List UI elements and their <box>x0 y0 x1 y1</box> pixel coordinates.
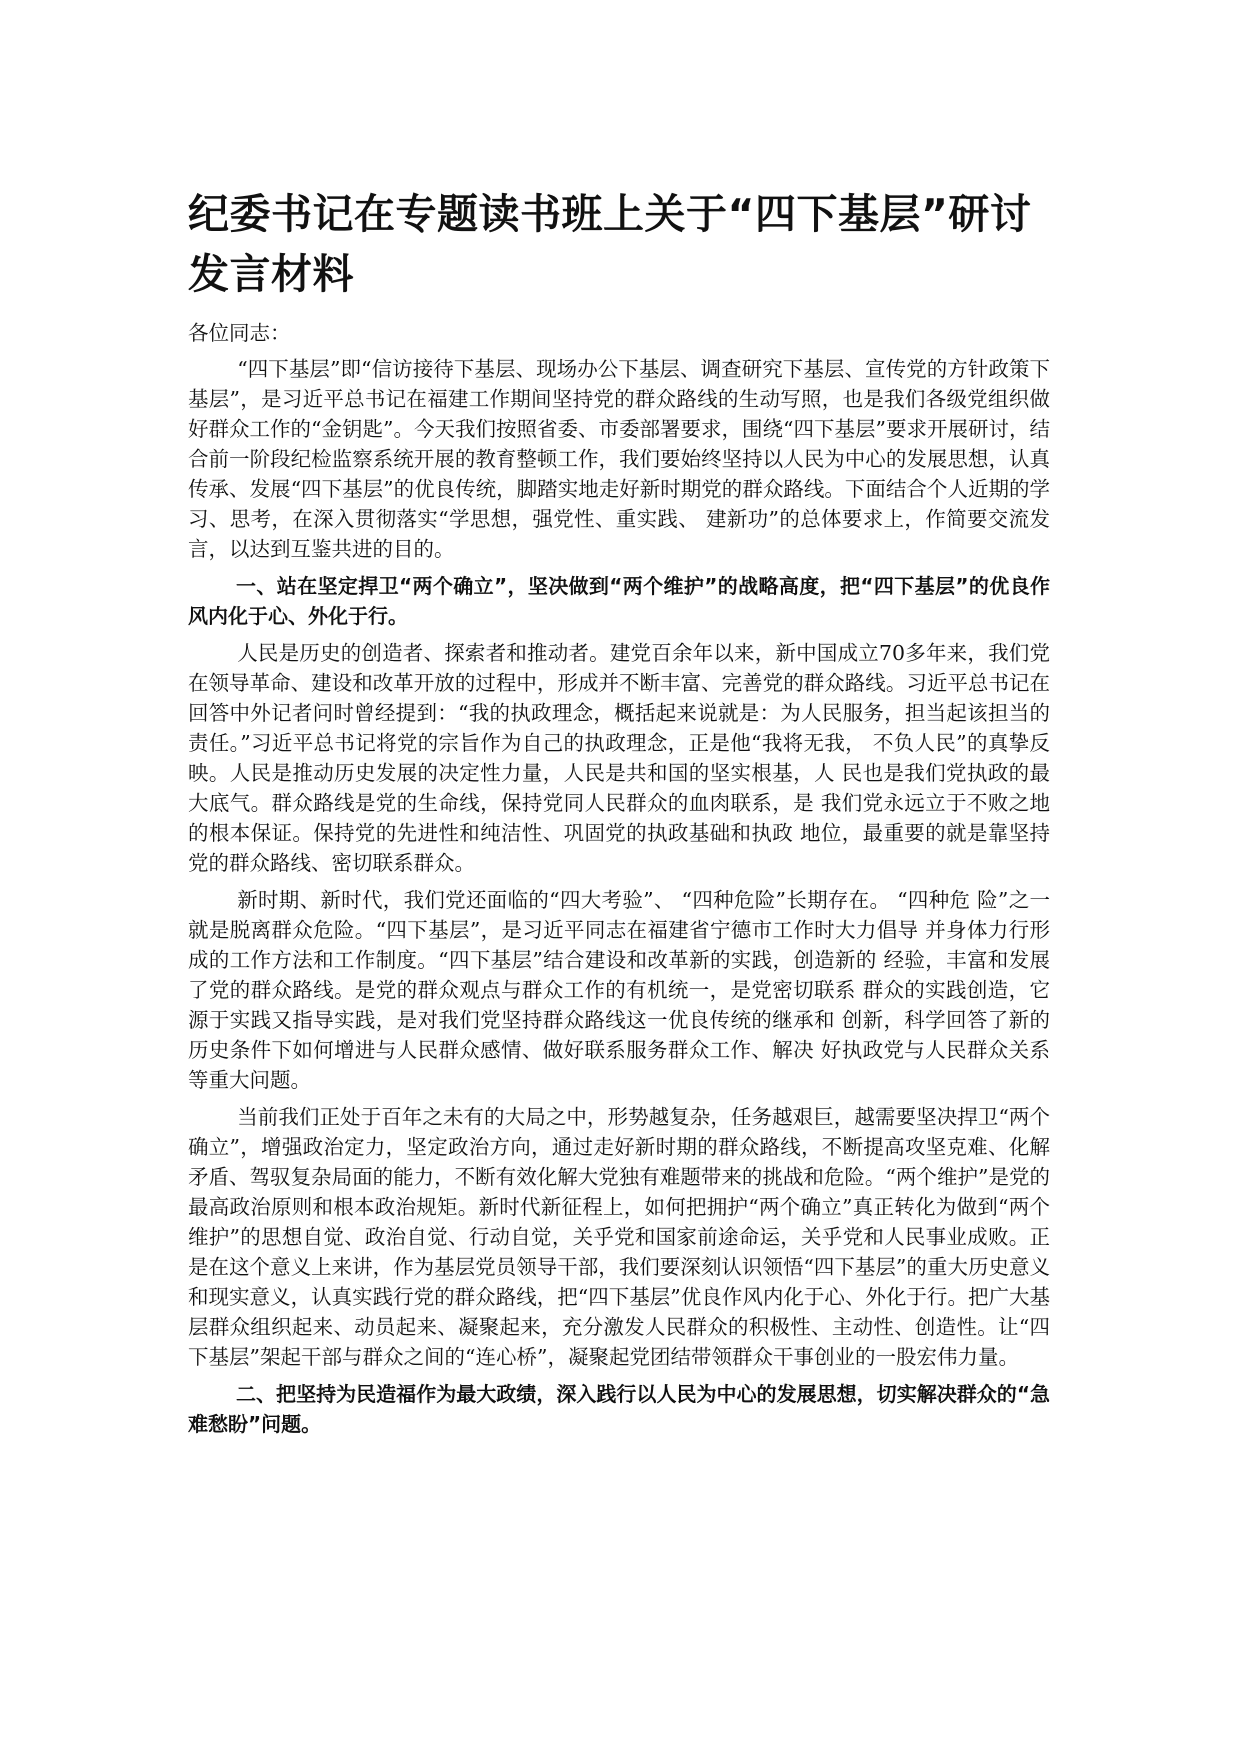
document-page <box>188 184 1050 1446</box>
salutation: 各位同志： <box>188 321 291 345</box>
document-title: 纪委书记在专题读书班上关于“四下基层”研讨发言材料 <box>188 190 1032 298</box>
section-heading-1: 一、站在坚定捍卫“两个确立”，坚决做到“两个维护”的战略高度，把“四下基层”的优良作风内化于心、外化于行。 <box>188 574 1050 628</box>
section-heading-2: 二、把坚持为民造福作为最大政绩，深入践行以人民为中心的发展思想，切实解决群众的“急难愁盼”问题。 <box>188 1382 1050 1436</box>
paragraph-intro: “四下基层”即“信访接待下基层、现场办公下基层、调查研究下基层、宣传党的方针政策下基层”，是习近平总书记在福建工作期间坚持党的群众路线的生动写照，也是我们各级党组织做好群众工作的“金钥匙”。今天我们按照省委、市委部署要求，围绕“四下基层”要求开展研讨，结合前一阶段纪检监察系统开展的教育整顿工作，我们要始终坚持以人民为中心的发展思想，认真传承、发展“四下基层”的优良传统，脚踏实地走好新时期党的群众路线。下面结合个人近期的学习、思考，在深入贯彻落实“学思想，强党性、重实践、 建新功”的总体要求上，作简要交流发言，以达到互鉴共进的目的。 <box>188 357 1050 561</box>
paragraph-people: 人民是历史的创造者、探索者和推动者。建党百余年以来，新中国成立70多年来，我们党在领导革命、建设和改革开放的过程中，形成并不断丰富、完善党的群众路线。习近平总书记在回答中外记者问时曾经提到：“我的执政理念，概括起来说就是：为人民服务，担当起该担当的责任。”习近平总书记将党的宗旨作为自己的执政理念，正是他“我将无我， 不负人民”的真挚反映。人民是推动历史发展的决定性力量，人民是共和国的坚实根基，人 民也是我们党执政的最大底气。群众路线是党的生命线，保持党同人民群众的血肉联系，是 我们党永远立于不败之地的根本保证。保持党的先进性和纯洁性、巩固党的执政基础和执政 地位，最重要的就是靠坚持党的群众路线、密切联系群众。 <box>188 641 1050 875</box>
paragraph-new-era: 新时期、新时代，我们党还面临的“四大考验”、 “四种危险”长期存在。 “四种危 险”之一就是脱离群众危险。“四下基层”，是习近平同志在福建省宁德市工作时大力倡导 并身体力行形成的工作方法和工作制度。“四下基层”结合建设和改革新的实践，创造新的 经验，丰富和发展了党的群众路线。是党的群众观点与群众工作的有机统一，是党密切联系 群众的实践创造，它源于实践又指导实践，是对我们党坚持群众路线这一优良传统的继承和 创新，科学回答了新的历史条件下如何增进与人民群众感情、做好联系服务群众工作、解决 好执政党与人民群众关系等重大问题。 <box>188 888 1050 1092</box>
paragraph-current-situation: 当前我们正处于百年之未有的大局之中，形势越复杂，任务越艰巨，越需要坚决捍卫“两个确立”，增强政治定力，坚定政治方向，通过走好新时期的群众路线，不断提高攻坚克难、化解矛盾、驾驭复杂局面的能力，不断有效化解大党独有难题带来的挑战和危险。“两个维护”是党的最高政治原则和根本政治规矩。新时代新征程上，如何把拥护“两个确立”真正转化为做到“两个维护”的思想自觉、政治自觉、行动自觉，关乎党和国家前途命运，关乎党和人民事业成败。正是在这个意义上来讲，作为基层党员领导干部，我们要深刻认识领悟“四下基层”的重大历史意义和现实意义，认真实践行党的群众路线，把“四下基层”优良作风内化于心、外化于行。把广大基层群众组织起来、动员起来、凝聚起来，充分激发人民群众的积极性、主动性、创造性。让“四下基层”架起干部与群众之间的“连心桥”，凝聚起党团结带领群众干事创业的一股宏伟力量。 <box>188 1105 1050 1369</box>
